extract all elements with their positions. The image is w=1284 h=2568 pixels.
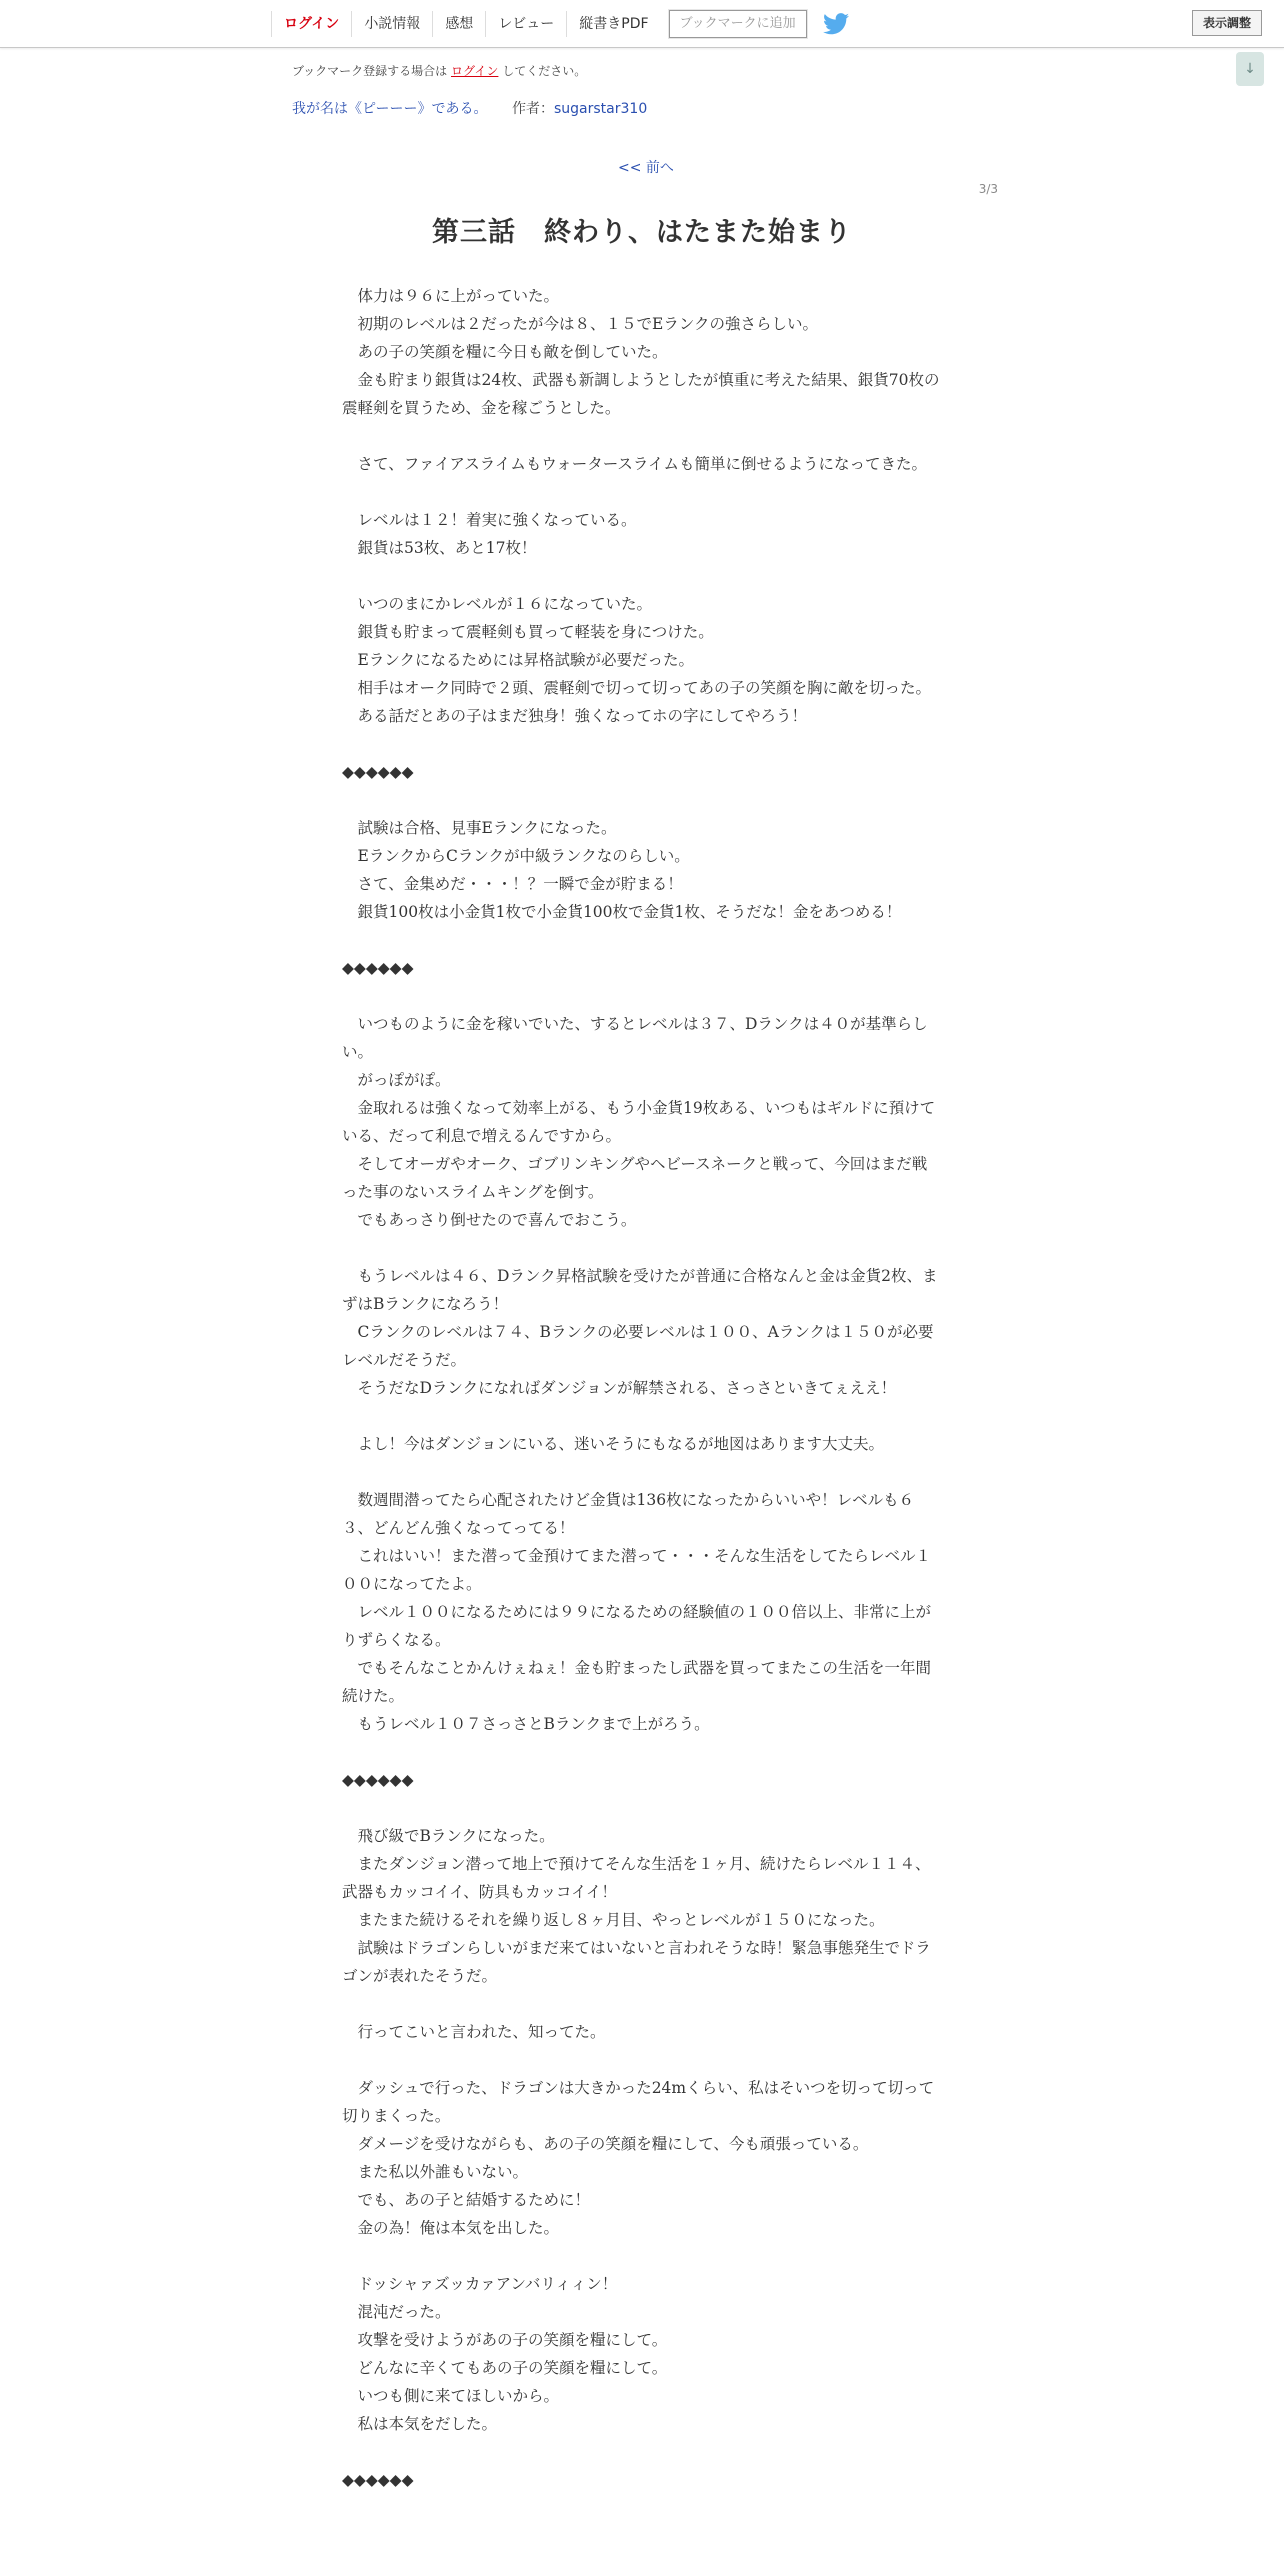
body-paragraph: 試験は合格、見事Eランクになった。: [342, 819, 617, 837]
prev-chapter-link[interactable]: << 前へ: [618, 160, 674, 176]
body-paragraph: [342, 1990, 942, 2018]
body-paragraph: どんなに辛くてもあの子の笑顔を糧にして。: [342, 2359, 668, 2377]
body-paragraph: Cランクのレベルは７４、Bランクの必要レベルは１００、Aランクは１５０が必要レベルだそうだ。: [342, 1323, 934, 1369]
body-paragraph: 銀貨は53枚、あと17枚！: [342, 539, 537, 557]
body-paragraph: さて、金集めだ・・・！？一瞬で金が貯まる！: [342, 875, 683, 893]
body-paragraph: ある話だとあの子はまだ独身！強くなってホの字にしてやろう！: [342, 707, 808, 725]
body-paragraph: [342, 786, 942, 814]
body-paragraph: 金も貯まり銀貨は24枚、武器も新調しようとしたが慎重に考えた結果、銀貨70枚の震軽剣を買うため、金を稼ごうとした。: [342, 371, 940, 417]
body-paragraph: [342, 478, 942, 506]
body-paragraph: ダメージを受けながらも、あの子の笑顔を糧にして、今も頑張っている。: [342, 2135, 869, 2153]
chapter-title: 第三話 終わり、はたまた始まり: [432, 217, 852, 248]
nav-novel-info[interactable]: 小説情報: [351, 11, 432, 37]
body-paragraph: [342, 1458, 942, 1486]
body-paragraph: でもあっさり倒せたので喜んでおこう。: [342, 1211, 637, 1229]
body-paragraph: [342, 1402, 942, 1430]
body-paragraph: 行ってこいと言われた、知ってた。: [342, 2023, 606, 2041]
chapter-body: [342, 282, 942, 2494]
login-notice-prefix: ブックマーク登録する場合は: [292, 64, 448, 78]
display-settings-button[interactable]: 表示調整: [1192, 10, 1262, 36]
login-notice: [292, 62, 586, 79]
body-paragraph: がっぽがぽ。: [342, 1071, 451, 1089]
body-paragraph: いつも側に来てほしいから。: [342, 2387, 560, 2405]
body-paragraph: いつものように金を稼いでいた、するとレベルは３７、Dランクは４０が基準らしい。: [342, 1015, 928, 1061]
body-paragraph: 初期のレベルは２だったが今は８、１５でEランクの強さらしい。: [342, 315, 819, 333]
body-paragraph: [342, 730, 942, 758]
page-counter: 3/3: [978, 182, 998, 196]
body-paragraph: [342, 562, 942, 590]
nav-review[interactable]: レビュー: [485, 11, 566, 37]
body-paragraph: 銀貨も貯まって震軽剣も買って軽装を身につけた。: [342, 623, 714, 641]
body-paragraph: あの子の笑顔を糧に今日も敵を倒していた。: [342, 343, 668, 361]
body-paragraph: 金取れるは強くなって効率上がる、もう小金貨19枚ある、いつもはギルドに預けている、だって利息で増えるんですから。: [342, 1099, 936, 1145]
body-paragraph: [342, 1794, 942, 1822]
body-paragraph: 数週間潜ってたら心配されたけど金貨は136枚になったからいいや！レベルも６３、どんどん強くなってってる！: [342, 1491, 915, 1537]
body-paragraph: さて、ファイアスライムもウォータースライムも簡単に倒せるようになってきた。: [342, 455, 927, 473]
body-paragraph: ◆◆◆◆◆◆: [342, 959, 414, 977]
login-link[interactable]: ログイン: [451, 64, 499, 78]
novel-title-link[interactable]: 我が名は《ピーーー》である。: [292, 101, 488, 117]
login-notice-suffix: してください。: [502, 64, 587, 78]
body-paragraph: ドッシャァズッカァアンバリィィン！: [342, 2275, 618, 2293]
body-paragraph: もうレベル１０７さっさとBランクまで上がろう。: [342, 1715, 710, 1733]
body-paragraph: [342, 926, 942, 954]
body-paragraph: [342, 422, 942, 450]
body-paragraph: Eランクになるためには昇格試験が必要だった。: [342, 651, 695, 669]
body-paragraph: [342, 982, 942, 1010]
body-paragraph: そしてオーガやオーク、ゴブリンキングやヘビースネークと戦って、今回はまだ戦った事のないスライムキングを倒す。: [342, 1155, 928, 1201]
body-paragraph: 体力は９６に上がっていた。: [342, 287, 560, 305]
body-paragraph: またダンジョン潜って地上で預けてそんな生活を１ヶ月、続けたらレベル１１４、武器もカッコイイ、防具もカッコイイ！: [342, 1855, 931, 1901]
body-paragraph: 銀貨100枚は小金貨1枚で小金貨100枚で金貨1枚、そうだな！金をあつめる！: [342, 903, 902, 921]
body-paragraph: でもそんなことかんけぇねぇ！金も貯まったし武器を買ってまたこの生活を一年間続けた。: [342, 1659, 932, 1705]
body-paragraph: [342, 2046, 942, 2074]
body-paragraph: ◆◆◆◆◆◆: [342, 1771, 414, 1789]
body-paragraph: [342, 2242, 942, 2270]
body-paragraph: [342, 2438, 942, 2466]
nav-vertical-pdf[interactable]: 縦書きPDF: [566, 11, 660, 37]
body-paragraph: 飛び級でBランクになった。: [342, 1827, 555, 1845]
body-paragraph: [342, 1234, 942, 1262]
body-paragraph: ◆◆◆◆◆◆: [342, 2471, 414, 2489]
body-paragraph: でも、あの子と結婚するために！: [342, 2191, 591, 2209]
body-paragraph: ダッシュで行った、ドラゴンは大きかった24mくらい、私はそいつを切って切って切りまくった。: [342, 2079, 935, 2125]
scroll-down-button[interactable]: ↓: [1236, 52, 1264, 86]
body-paragraph: レベルは１２！着実に強くなっている。: [342, 511, 637, 529]
body-paragraph: いつのまにかレベルが１６になっていた。: [342, 595, 653, 613]
body-paragraph: 金の為！俺は本気を出した。: [342, 2219, 560, 2237]
twitter-icon[interactable]: [823, 13, 849, 35]
body-paragraph: 混沌だった。: [342, 2303, 451, 2321]
body-paragraph: 試験はドラゴンらしいがまだ来てはいないと言われそうな時！緊急事態発生でドラゴンが表れたそうだ。: [342, 1939, 931, 1985]
body-paragraph: そうだなDランクになればダンジョンが解禁される、さっさといきてぇええ！: [342, 1379, 897, 1397]
author-link[interactable]: sugarstar310: [554, 101, 648, 117]
body-paragraph: 攻撃を受けようがあの子の笑顔を糧にして。: [342, 2331, 668, 2349]
top-bar: [0, 0, 1284, 48]
author-label: 作者：: [512, 101, 554, 117]
body-paragraph: また私以外誰もいない。: [342, 2163, 529, 2181]
body-paragraph: レベル１００になるためには９９になるための経験値の１００倍以上、非常に上がりずらくなる。: [342, 1603, 932, 1649]
body-paragraph: よし！今はダンジョンにいる、迷いそうにもなるが地図はあります大丈夫。: [342, 1435, 884, 1453]
body-paragraph: またまた続けるそれを繰り返し８ヶ月目、やっとレベルが１５０になった。: [342, 1911, 885, 1929]
body-paragraph: ◆◆◆◆◆◆: [342, 763, 414, 781]
body-paragraph: EランクからCランクが中級ランクなのらしい。: [342, 847, 690, 865]
top-nav: [271, 9, 849, 39]
body-paragraph: もうレベルは４６、Dランク昇格試験を受けたが普通に合格なんと金は金貨2枚、まずはBランクになろう！: [342, 1267, 938, 1313]
nav-login[interactable]: ログイン: [271, 11, 351, 37]
body-paragraph: 相手はオーク同時で２頭、震軽剣で切って切ってあの子の笑顔を胸に敵を切った。: [342, 679, 932, 697]
nav-impressions[interactable]: 感想: [432, 11, 485, 37]
body-paragraph: [342, 1738, 942, 1766]
author-info: [512, 98, 647, 118]
add-bookmark-button[interactable]: ブックマークに追加: [669, 10, 807, 38]
body-paragraph: 私は本気をだした。: [342, 2415, 498, 2433]
body-paragraph: これはいい！また潜って金預けてまた潜って・・・そんな生活をしてたらレベル１００になってたよ。: [342, 1547, 932, 1593]
